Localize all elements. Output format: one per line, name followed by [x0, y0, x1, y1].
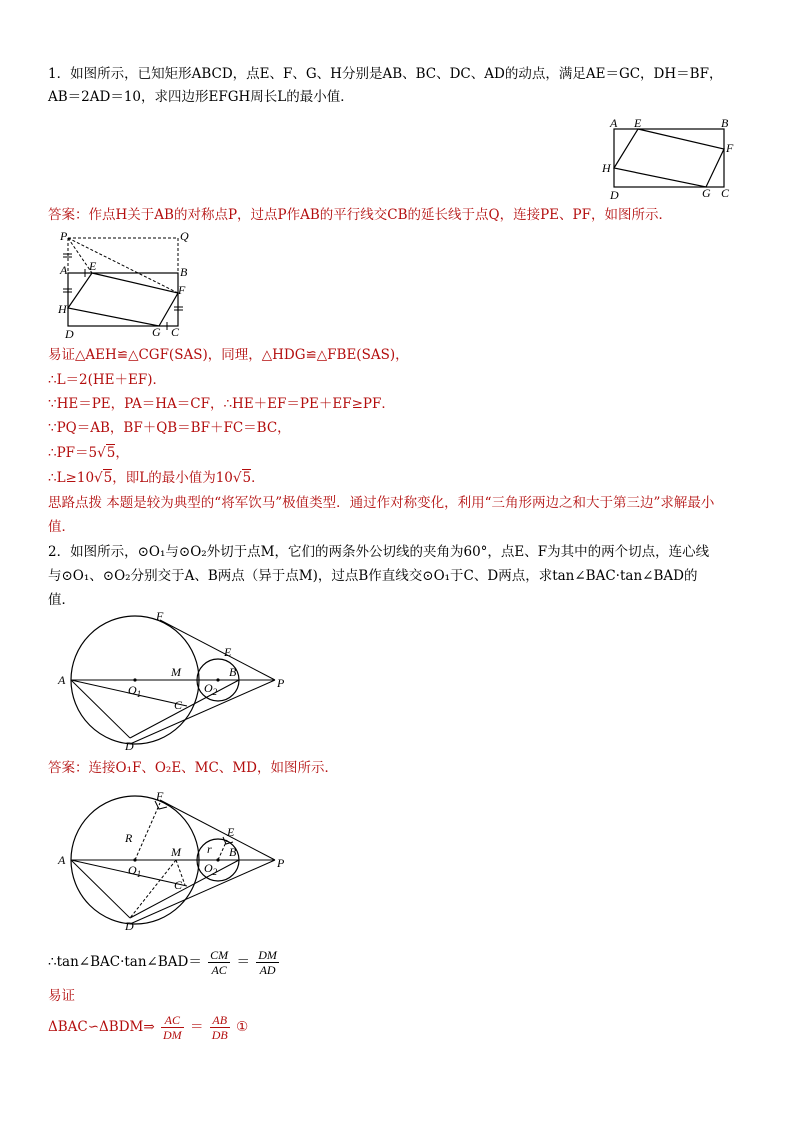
- fig4-label-r-big: R: [125, 831, 133, 845]
- fig4-label-o1: $O_1$: [128, 863, 142, 879]
- radius-o1f: [135, 803, 160, 860]
- equation-tan-product: ∴tan∠BAC·tan∠BAD＝ $\frac{CM}{AC}$ ＝ $\frac{DM}{AD}$: [48, 948, 277, 977]
- rect-abcd-2: [68, 273, 178, 326]
- fig4-label-r-small: r: [207, 842, 212, 856]
- step-inequality: ∵HE＝PE，PA＝HA＝CF，∴HE＋EF＝PE＋EF≥PF．: [48, 396, 395, 412]
- tip-line2: 值．: [48, 519, 75, 535]
- fig1-label-f: F: [726, 141, 734, 155]
- fig4-label-a: A: [58, 853, 66, 867]
- fig3-label-e: E: [224, 645, 232, 659]
- fig2-label-h: H: [58, 302, 67, 316]
- equation-similarity: ΔBAC∽ΔBDM⇒ $\frac{AC}{DM}$ ＝ $\frac{AB}{DB}$ ①: [48, 1013, 249, 1042]
- fig2-label-f: F: [178, 283, 186, 297]
- fig3-label-o2: $O_2$: [204, 681, 218, 697]
- fig1-label-c: C: [721, 186, 730, 200]
- fig3-label-f: F: [156, 609, 164, 623]
- problem1-answer: 答案：作点H关于AB的对称点P，过点P作AB的平行线交CB的延长线于点Q，连接PE、PF，如图所示．: [48, 207, 672, 223]
- fig3-label-c: C: [174, 698, 183, 712]
- fig4-label-p: P: [277, 856, 285, 870]
- problem2-line1: 2．如图所示，⊙O₁与⊙O₂外切于点M，它们的两条外公切线的夹角为60°，点E、F为其中的两个切点，连心线: [48, 544, 710, 560]
- fig4-label-e: E: [227, 825, 235, 839]
- problem1-line2: AB＝2AD＝10，求四边形EFGH周长L的最小值．: [48, 89, 354, 105]
- step-pf: ∴PF＝5√5，: [48, 445, 129, 461]
- fig4-label-d: D: [125, 919, 134, 933]
- fig1-label-a: A: [610, 116, 618, 130]
- fig2-label-a: A: [60, 263, 68, 277]
- line-ad: [71, 680, 130, 738]
- step-result: ∴L≥10√5，即L的最小值为10√5．: [48, 470, 265, 486]
- figure-tangent-circles-answer: [55, 789, 295, 933]
- fig2-label-d: D: [65, 327, 74, 341]
- fig1-label-g: G: [702, 186, 711, 200]
- problem2-answer: 答案：连接O₁F、O₂E、MC、MD，如图所示．: [48, 760, 338, 776]
- tip-line1: 思路点拨 本题是较为典型的“将军饮马”极值类型．通过作对称变化，利用“三角形两边之和大于第三边”求解最小: [48, 495, 715, 511]
- figure-reflection: [55, 228, 195, 342]
- fig2-label-e: E: [89, 259, 97, 273]
- fig1-label-d: D: [610, 188, 619, 202]
- quad-efgh: [614, 129, 724, 187]
- fig4-label-o2: $O_2$: [204, 861, 218, 877]
- fig2-label-c: C: [171, 325, 180, 339]
- quad-efgh-2: [68, 273, 178, 326]
- fig4-label-f: F: [156, 789, 164, 803]
- problem2-line3: 值．: [48, 592, 75, 608]
- problem2-line2: 与⊙O₁、⊙O₂分别交于A、B两点（异于点M)，过点B作直线交⊙O₁于C、D两点，求tan∠BAC·tan∠BAD的: [48, 568, 698, 584]
- fig2-label-g: G: [152, 325, 161, 339]
- fig2-label-b: B: [180, 265, 188, 279]
- label-yizheng: 易证: [48, 988, 75, 1004]
- fig4-label-m: M: [171, 845, 181, 859]
- fig1-label-e: E: [634, 116, 642, 130]
- line-bd: [130, 680, 239, 738]
- fig1-label-b: B: [721, 116, 729, 130]
- fig1-label-h: H: [602, 161, 611, 175]
- figure-rectangle-efgh: [600, 116, 750, 204]
- step-congruence: 易证△AEH≌△CGF(SAS)，同理，△HDG≌△FBE(SAS)，: [48, 347, 409, 363]
- fig2-label-p: P: [60, 229, 68, 243]
- fig3-label-d: D: [125, 739, 134, 753]
- fig3-label-o1: $O_1$: [128, 683, 142, 699]
- step-perimeter: ∴L＝2(HE＋EF)．: [48, 372, 167, 388]
- fig2-label-q: Q: [180, 229, 189, 243]
- fig4-label-c: C: [174, 878, 183, 892]
- fig3-label-p: P: [277, 676, 285, 690]
- fig3-label-a: A: [58, 673, 66, 687]
- rect-abcd: [614, 129, 724, 187]
- fig3-label-m: M: [171, 665, 181, 679]
- fig4-label-b: B: [229, 845, 237, 859]
- figure-tangent-circles: [55, 609, 295, 753]
- step-pq: ∵PQ＝AB，BF＋QB＝BF＋FC＝BC，: [48, 420, 291, 436]
- fig3-label-b: B: [229, 665, 237, 679]
- tangent-lower: [130, 680, 275, 744]
- problem1-line1: 1．如图所示，已知矩形ABCD，点E、F、G、H分别是AB、BC、DC、AD的动点，满足AE＝GC，DH＝BF，: [48, 66, 723, 82]
